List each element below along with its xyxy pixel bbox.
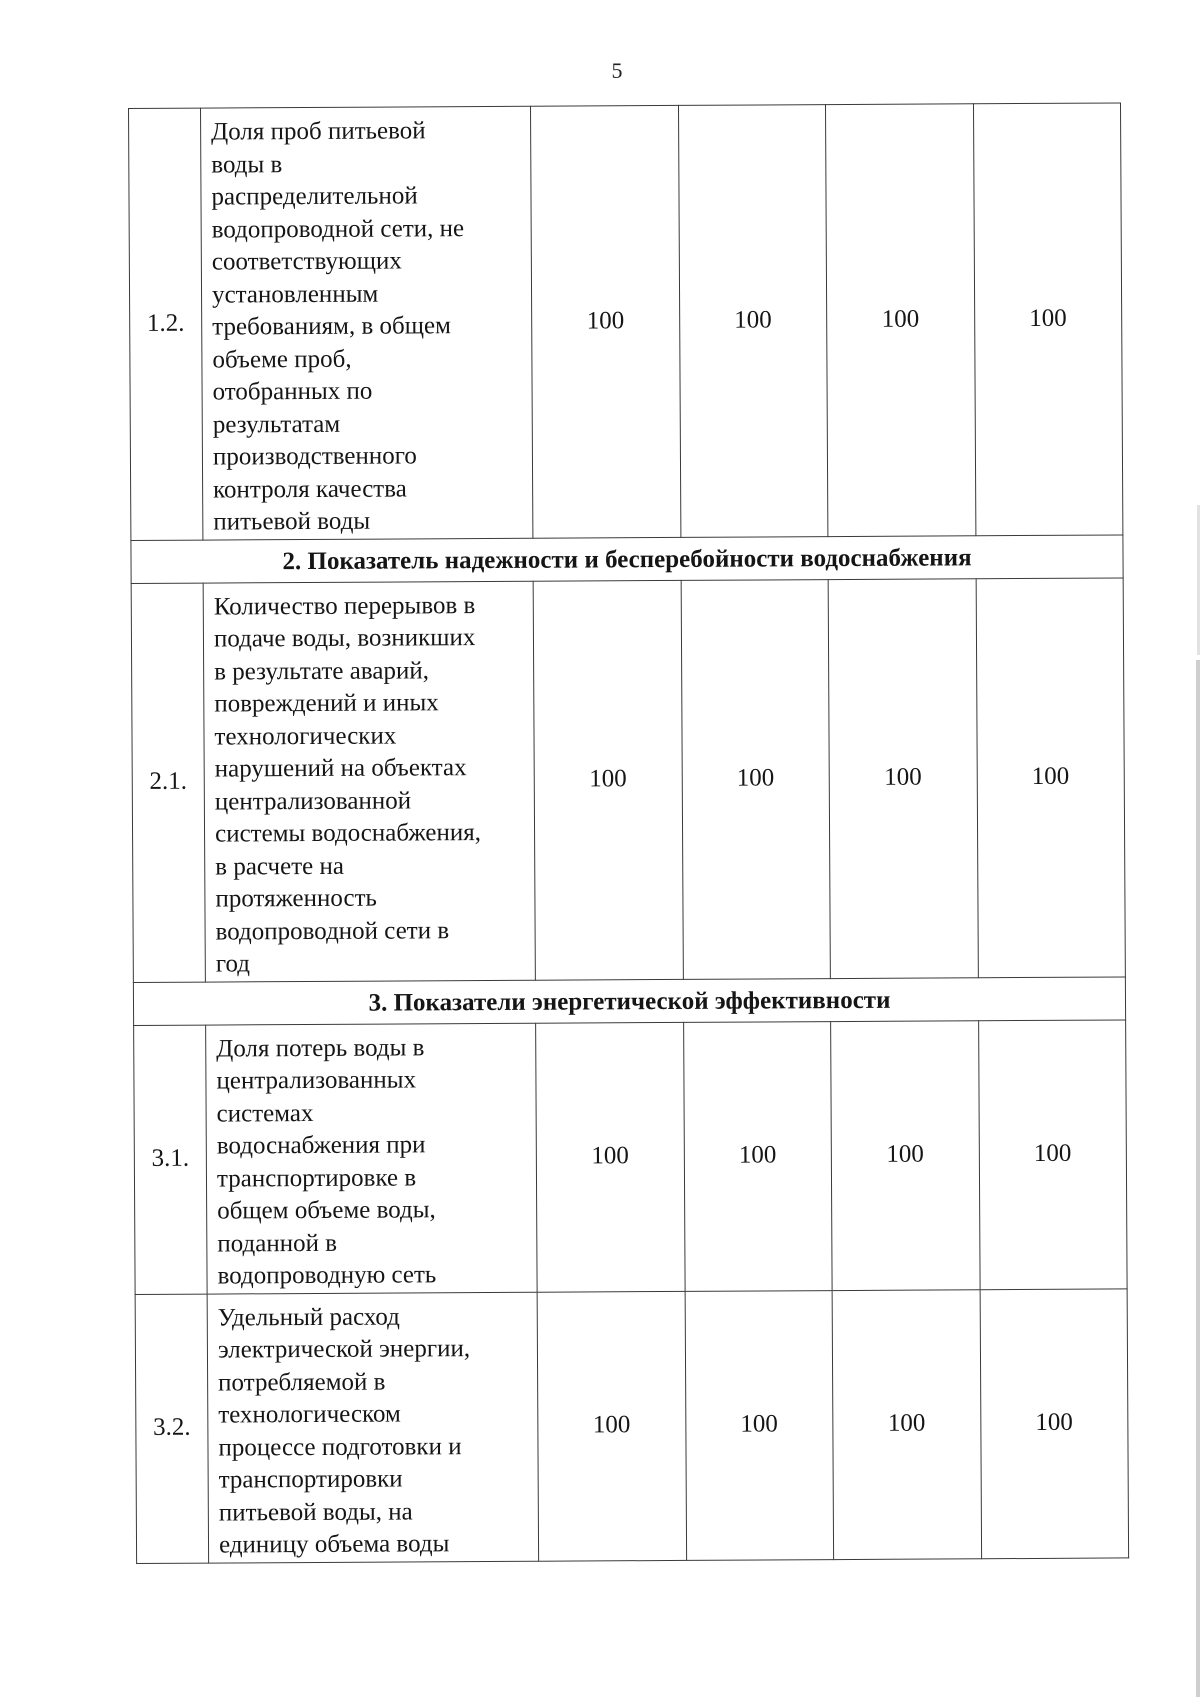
indicator-row [134,1019,1127,1294]
indicator-value: 100 [828,578,978,978]
description-line: Удельный расход [217,1303,400,1332]
description-line: технологическом [218,1400,401,1429]
description-line: воды в [211,150,283,179]
indicators-table [128,102,1129,1563]
indicator-value: 100 [683,1021,832,1291]
indicator-row [135,1288,1128,1563]
description-line: повреждений и иных [214,689,439,718]
description-line: водопроводной сети, не [211,214,465,244]
indicator-value: 100 [825,104,975,536]
description-line: производственного [212,442,417,471]
description-line: Количество перерывов в [213,591,476,621]
description-line: в результате аварий, [214,656,429,686]
section-header-row [133,976,1125,1025]
description-line: системах [216,1099,314,1128]
description-line: водоснабжения при [216,1131,426,1160]
page-number: 5 [611,58,623,83]
indicator-number: 3.1. [134,1025,208,1294]
description-line: объеме проб, [212,345,352,374]
indicator-value: 100 [681,579,831,979]
indicator-number: 2.1. [131,583,205,982]
description-line: системы водоснабжения, [214,819,482,848]
indicator-value: 100 [536,1022,685,1292]
description-line: подаче воды, возникших [213,624,476,653]
description-line: питьевой воды, на [218,1497,413,1527]
description-line: Доля проб питьевой [211,117,426,146]
description-line: водопроводной сети в [215,916,450,946]
description-line: отобранных по [212,377,373,406]
indicator-value: 100 [678,105,828,537]
description-line: результатам [212,410,341,439]
indicators-table-body [129,103,1129,1563]
section-title: 2. Показатель надежности и бесперебойности водоснабжения [131,534,1123,583]
indicator-value: 100 [976,577,1126,977]
description-line: контроля качества [213,474,407,504]
description-line: соответствующих [211,247,402,276]
description-line: единицу объема воды [218,1530,450,1559]
description-line: питьевой воды [213,507,371,536]
description-line: общем объеме воды, [217,1196,436,1225]
indicator-number: 3.2. [135,1294,209,1563]
indicator-value: 100 [978,1019,1127,1289]
description-line: установленным [211,280,379,309]
indicator-description [203,581,535,982]
section-title: 3. Показатели энергетической эффективности [133,976,1125,1025]
indicator-value: 100 [530,105,680,537]
description-line: протяженность [215,884,377,913]
description-line: распределительной [211,182,418,211]
description-line: потребляемой в [218,1368,386,1397]
description-line: централизованных [216,1066,417,1095]
indicator-row [129,103,1123,540]
description-line: водопроводную сеть [217,1261,437,1290]
description-line: поданной в [217,1229,338,1258]
scan-edge-shadow [1196,660,1200,1697]
description-line: транспортировки [218,1465,403,1494]
description-line: технологических [214,722,397,751]
section-header-row [131,534,1123,583]
description-line: требованиям, в общем [212,312,451,341]
indicator-value: 100 [832,1289,981,1559]
description-line: год [215,950,250,978]
indicator-value: 100 [973,103,1123,535]
indicator-value: 100 [831,1020,980,1290]
indicator-number: 1.2. [129,108,203,540]
indicator-value: 100 [980,1288,1129,1558]
description-line: централизованной [214,786,412,816]
indicator-description [207,1292,538,1563]
description-line: процессе подготовки и [218,1432,462,1462]
indicator-value: 100 [537,1291,686,1561]
indicator-row [131,577,1125,982]
description-line: нарушений на объектах [214,754,467,783]
indicator-value: 100 [533,580,683,980]
indicator-description [206,1023,537,1294]
description-line: электрической энергии, [217,1335,471,1364]
description-line: транспортировке в [216,1163,417,1193]
indicator-description [201,106,533,539]
description-line: Доля потерь воды в [216,1033,425,1063]
indicator-value: 100 [685,1290,834,1560]
description-line: в расчете на [215,852,344,881]
